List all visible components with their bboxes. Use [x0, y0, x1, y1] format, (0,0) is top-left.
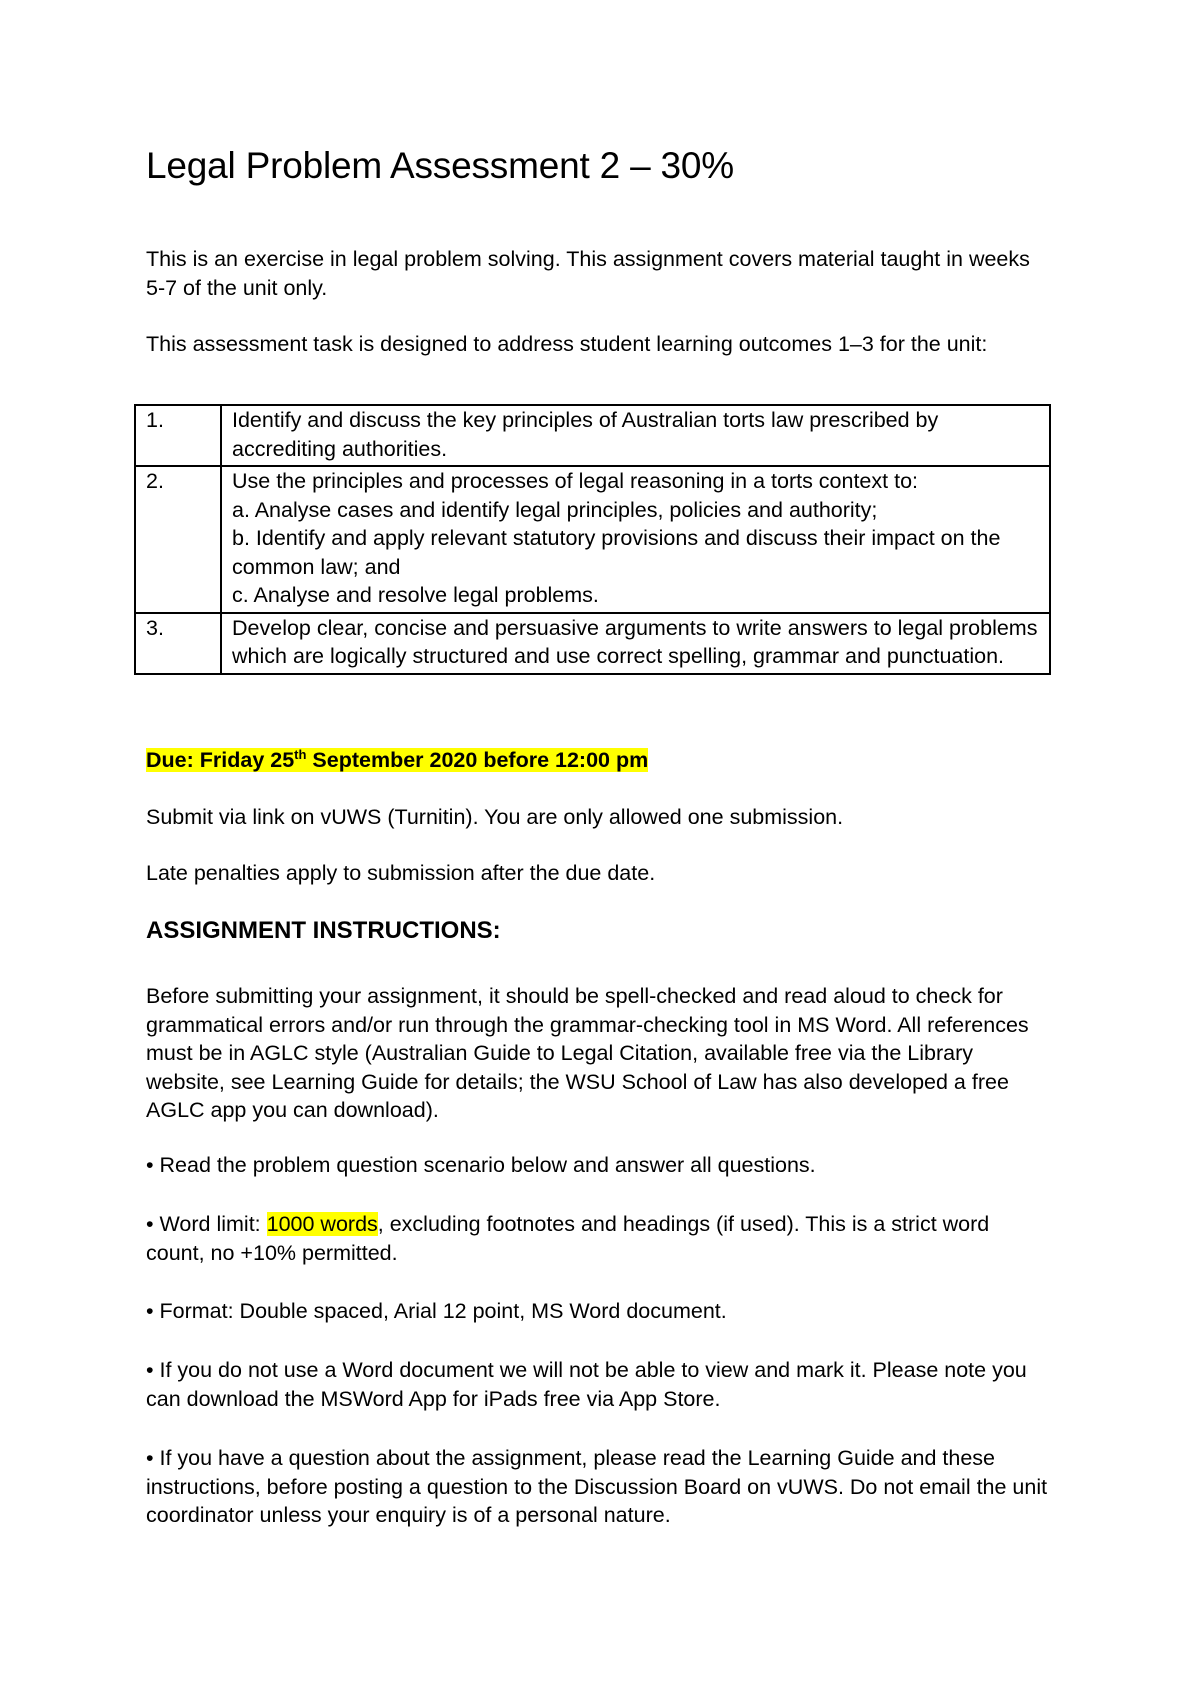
late-penalties-paragraph: Late penalties apply to submission after the due date. [146, 861, 656, 885]
word-limit-highlight: 1000 words [266, 1212, 378, 1236]
outcome-number: 1. [135, 405, 221, 466]
due-date-highlight [146, 748, 648, 772]
learning-outcomes-table [134, 404, 1051, 675]
due-date [146, 746, 648, 775]
table-row [135, 613, 1050, 674]
word-limit-suffix: , excluding footnotes and headings (if used). This is a strict word count, no +10% permitted. [146, 1212, 990, 1265]
due-date-suffix: September 2020 before 12:00 pm [306, 748, 649, 772]
bullet-questions: • If you have a question about the assignment, please read the Learning Guide and these instructions, before posting a question to the Discussion Board on vUWS. Do not email the unit coordinator unless your enquiry is of a personal nature. [146, 1446, 1048, 1527]
word-limit-prefix: • Word limit: [146, 1212, 267, 1236]
instructions-paragraph: Before submitting your assignment, it should be spell-checked and read aloud to check for grammatical errors and/or run through the grammar-checking tool in MS Word. All references must be in AGLC style (Australian Guide to Legal Citation, available free via the Library website, see Learning Guide for details; the WSU School of Law has also developed a free AGLC app you can download). [146, 984, 1029, 1122]
outcome-text [221, 405, 1050, 466]
table-row [135, 466, 1050, 613]
outcome-line: a. Analyse cases and identify legal principles, policies and authority; [232, 497, 878, 522]
outcome-line: Identify and discuss the key principles of Australian torts law prescribed by accrediting authorities. [232, 408, 939, 461]
due-date-prefix: Due: Friday 25 [146, 748, 295, 772]
outcome-line: Use the principles and processes of legal reasoning in a torts context to: [232, 469, 918, 493]
bullet-word-document: • If you do not use a Word document we will not be able to view and mark it. Please note you can download the MSWord App for iPads free via App Store. [146, 1358, 1027, 1411]
document-title: Legal Problem Assessment 2 – 30% [146, 145, 734, 186]
bullet-word-limit [146, 1210, 1052, 1267]
outcomes-intro-paragraph: This assessment task is designed to address student learning outcomes 1–3 for the unit: [146, 332, 988, 356]
instructions-heading: ASSIGNMENT INSTRUCTIONS: [146, 917, 501, 944]
bullet-format: • Format: Double spaced, Arial 12 point, MS Word document. [146, 1299, 727, 1323]
submit-paragraph: Submit via link on vUWS (Turnitin). You are only allowed one submission. [146, 805, 844, 829]
outcome-number: 2. [135, 466, 221, 613]
table-row [135, 405, 1050, 466]
outcome-line: Develop clear, concise and persuasive arguments to write answers to legal problems which are logically structured and use correct spelling, grammar and punctuation. [232, 615, 1038, 668]
outcome-line: b. Identify and apply relevant statutory provisions and discuss their impact on the common law; and [232, 526, 1001, 579]
intro-paragraph: This is an exercise in legal problem solving. This assignment covers material taught in weeks 5-7 of the unit only. [146, 247, 1030, 300]
due-date-superscript: th [294, 746, 307, 762]
outcome-line: c. Analyse and resolve legal problems. [232, 583, 599, 607]
outcome-text [221, 466, 1050, 613]
outcome-number: 3. [135, 613, 221, 674]
bullet-read-question: • Read the problem question scenario below and answer all questions. [146, 1153, 816, 1177]
outcome-text [221, 613, 1050, 674]
